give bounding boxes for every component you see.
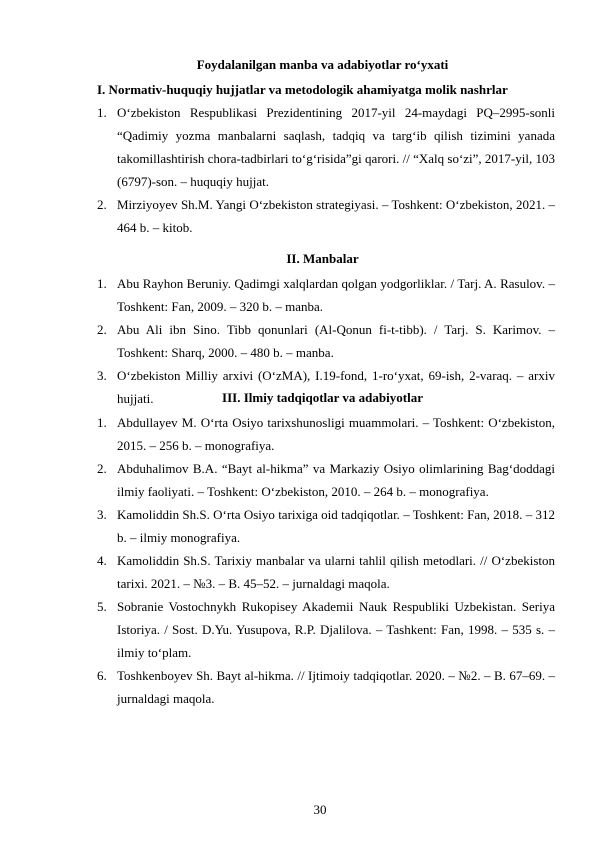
item-text: Mirziyoyev Sh.M. Yangi O‘zbekiston strategiyasi. – Toshkent: O‘zbekiston, 2021. – 464 b. – kitob. xyxy=(117,197,555,235)
list-item xyxy=(97,664,555,710)
page-number: 30 xyxy=(313,802,327,817)
item-text: Kamoliddin Sh.S. O‘rta Osiyo tarixiga oid tadqiqotlar. – Toshkent: Fan, 2018. – 312 b. – ilmiy monografiya. xyxy=(117,507,555,545)
list-item xyxy=(97,549,555,595)
item-text: Abu Ali ibn Sino. Tibb qonunlari (Al-Qonun fi-t-tibb). / Tarj. S. Karimov. – Toshkent: Sharq, 2000. – 480 b. – manba. xyxy=(117,322,555,360)
item-number: 6. xyxy=(97,668,107,683)
item-number: 1. xyxy=(97,415,107,430)
item-text: Abdullayev M. O‘rta Osiyo tarixshunosligi muammolari. – Toshkent: O‘zbekiston, 2015. – 256 b. – monografiya. xyxy=(117,415,555,453)
item-text: Sobranie Vostochnykh Rukopisey Akademii Nauk Respubliki Uzbekistan. Seriya Istoriya. / Sost. D.Yu. Yusupova, R.P. Djalilova. – Tashkent: Fan, 1998. – 535 s. – ilmiy to‘plam. xyxy=(117,599,555,660)
list-item xyxy=(97,318,555,364)
section-heading-sources: II. Manbalar xyxy=(286,251,359,266)
item-text: Abu Rayhon Beruniy. Qadimgi xalqlardan qolgan yodgorliklar. / Tarj. A. Rasulov. – Toshkent: Fan, 2009. – 320 b. – manba. xyxy=(117,276,555,314)
list-item xyxy=(97,101,555,193)
item-text: Kamoliddin Sh.S. Tarixiy manbalar va ularni tahlil qilish metodlari. // O‘zbekiston tarixi. 2021. – №3. – B. 45–52. – jurnaldagi maqola. xyxy=(117,553,555,591)
section-heading-research: III. Ilmiy tadqiqotlar va adabiyotlar xyxy=(222,390,423,405)
list-research xyxy=(97,411,555,710)
item-number: 3. xyxy=(97,507,107,522)
list-item xyxy=(97,411,555,457)
item-number: 4. xyxy=(97,553,107,568)
list-item xyxy=(97,272,555,318)
list-item xyxy=(97,503,555,549)
item-number: 2. xyxy=(97,322,107,337)
item-number: 1. xyxy=(97,276,107,291)
item-number: 2. xyxy=(97,197,107,212)
item-number: 5. xyxy=(97,599,107,614)
item-text: O‘zbekiston Respublikasi Prezidentining 2017-yil 24-maydagi PQ–2995-sonli “Qadimiy yozma manbalarni saqlash, tadqiq va targ‘ib qilish tizimini yanada takomillashtirish chora-tadbirlari to‘g‘risida”gi qarori. // “Xalq so‘zi”, 2017-yil, 103 (6797)-son. – huquqiy hujjat. xyxy=(117,105,555,189)
page-title: Foydalanilgan manba va adabiyotlar ro‘yxati xyxy=(196,57,449,72)
item-number: 1. xyxy=(97,105,107,120)
list-item xyxy=(97,193,555,239)
item-number: 2. xyxy=(97,461,107,476)
item-number: 3. xyxy=(97,368,107,383)
list-item xyxy=(97,595,555,664)
item-text: O‘zbekiston Milliy arxivi (O‘zMA), I.19-fond, 1-ro‘yxat, 69-ish, 2-varaq. – arxiv hujjati. xyxy=(117,368,555,406)
list-normative xyxy=(97,101,555,239)
item-text: Abduhalimov B.A. “Bayt al-hikma” va Markaziy Osiyo olimlarining Bag‘doddagi ilmiy faoliyati. – Toshkent: O‘zbekiston, 2010. – 264 b. – monografiya. xyxy=(117,461,555,499)
list-item xyxy=(97,457,555,503)
section-heading-normative: I. Normativ-huquqiy hujjatlar va metodologik ahamiyatga molik nashrlar xyxy=(97,82,508,97)
item-text: Toshkenboyev Sh. Bayt al-hikma. // Ijtimoiy tadqiqotlar. 2020. – №2. – B. 67–69. – jurnaldagi maqola. xyxy=(117,668,555,706)
